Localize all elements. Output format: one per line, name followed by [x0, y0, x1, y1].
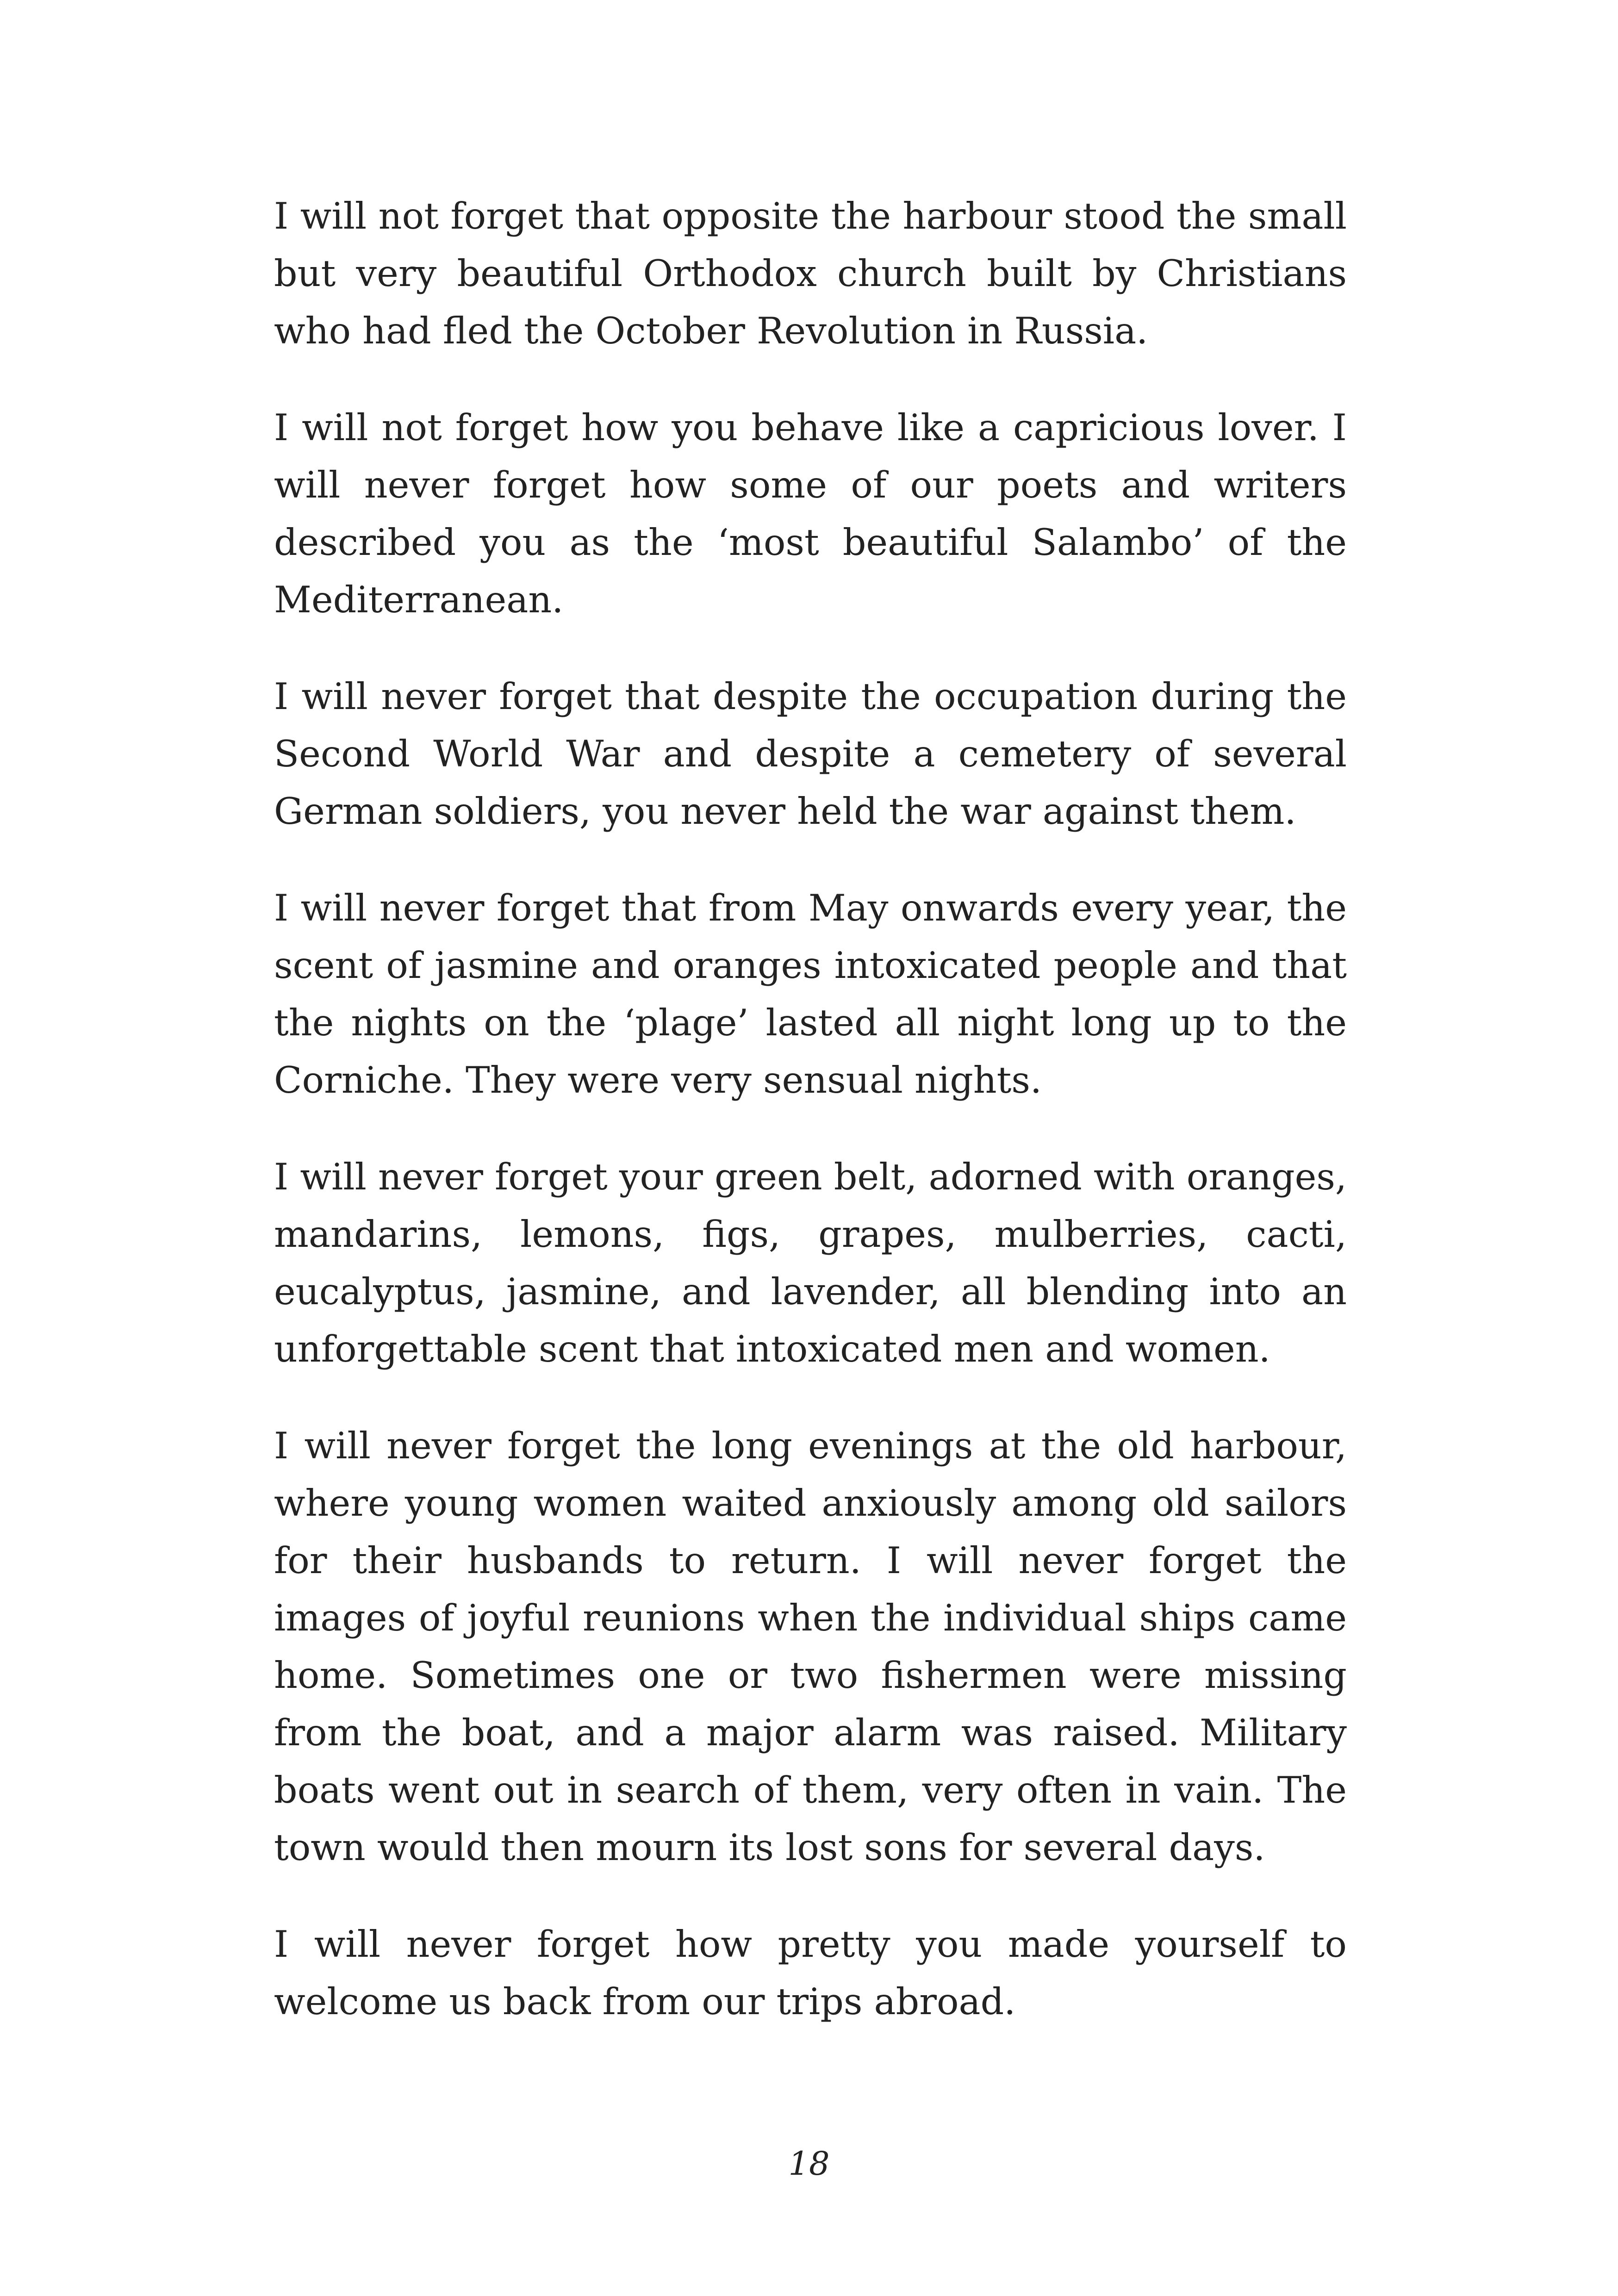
paragraph-6: I will never forget the long evenings at the old harbour, where young women waited anxiously among old sailors for their husbands to return. I will never forget the images of joyful reunions when the individual ships came home. Sometimes one or two fishermen were missing from the boat, and a major alarm was raised. Military boats went out in search of them, very often in vain. The town would then mourn its lost sons for several days. — [274, 1425, 1347, 1869]
paragraph-7: I will never forget how pretty you made yourself to welcome us back from our trips abroad. — [274, 1923, 1347, 2023]
paragraph-1: I will not forget that opposite the harbour stood the small but very beautiful Orthodox church built by Christians who had fled the October Revolution in Russia. — [274, 195, 1347, 352]
paragraph-5: I will never forget your green belt, adorned with oranges, mandarins, lemons, figs, grapes, mulberries, cacti, eucalyptus, jasmine, and lavender, all blending into an unforgettable scent that intoxicated men and women. — [274, 1156, 1347, 1370]
paragraph-4: I will never forget that from May onwards every year, the scent of jasmine and oranges intoxicated people and that the nights on the ‘plage’ lasted all night long up to the Corniche. They were very sensual nights. — [274, 887, 1347, 1101]
paragraph-2: I will not forget how you behave like a capricious lover. I will never forget how some of our poets and writers described you as the ‘most beautiful Salambo’ of the Mediterranean. — [274, 406, 1347, 621]
page-number: 18 — [788, 2145, 830, 2183]
body-text — [274, 187, 1347, 2070]
paragraph-3: I will never forget that despite the occupation during the Second World War and despite a cemetery of several German soldiers, you never held the war against them. — [274, 675, 1347, 833]
